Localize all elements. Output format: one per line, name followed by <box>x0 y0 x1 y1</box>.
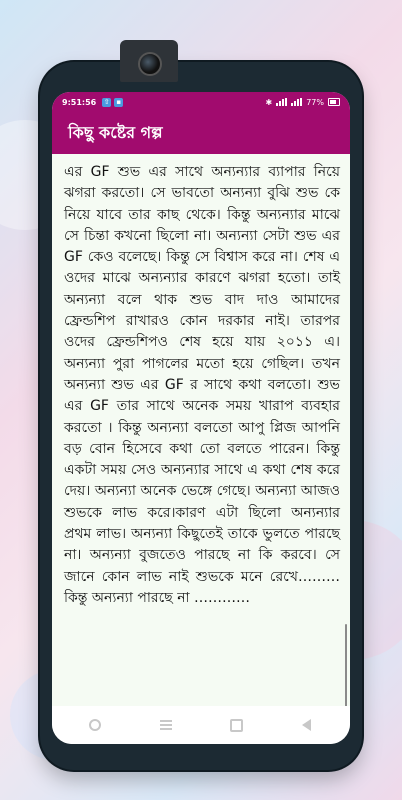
assistant-button[interactable] <box>88 718 102 732</box>
circle-icon <box>89 719 101 731</box>
status-right <box>266 98 340 107</box>
story-content[interactable] <box>52 154 350 706</box>
story-text: এর GF শুভ এর সাথে অন্যন্যার ব্যাপার নিয়ে ঝগরা করতো। সে ভাবতো অন্যন্যা বুঝি শুভ কে নিয়ে যাবে তার কাছ থেকে। কিন্তু অন্যন্যার মাঝে সে চিন্তা কখনো ছিলো না। অন্যন্যা সেটা শুভ এর GF কেও বলেছে। কিন্তু সে বিশ্বাস করে না। শেষ এ ওদের মাঝে অন্যন্যার কারণে ঝগরা হতো। তাই অন্যন্যা বলে থাক শুভ বাদ দাও আমাদের ফ্রেন্ডশিপ রাখারও কোন দরকার নাই। তারপর ওদের ফ্রেন্ডশিপও শেষ হয়ে যায় ২০১১ এ। অন্যন্যা পুরা পাগলের মতো হয়ে গেছিল। তখন অন্যন্যা শুভ এর GF র সাথে কথা বলতো। শুভ এর GF তার সাথে অনেক সময় খারাপ ব্যবহার করতো । কিন্তু অন্যন্যা বলতো আপু প্লিজ আপনি বড় বোন হিসেবে কথা তো বলতে পারেন। কিন্তু একটা সময় সেও অন্যন্যার সাথে এ কথা শেষ করে দেয়। অন্যন্যা অনেক ভেঙ্গে গেছে। অন্যন্যা আজও শুভকে লাভ করে।কারণ এটা ছিলো অন্যন্যার প্রথম লাভ। অন্যন্যা কিছুতেই তাকে ভুলতে পারছে না। অন্যন্যা বুজতেও পারছে না কি করবে। সে জানে কোন লাভ নাই শুভকে মনে রেখে……… কিন্তু অন্যন্যা পারছে না ………… <box>64 164 340 606</box>
app-title: কিছু কষ্টের গল্প <box>68 122 163 142</box>
phone-screen <box>52 92 350 744</box>
bluetooth-icon: ✱ <box>265 97 273 107</box>
battery-icon <box>328 98 340 106</box>
home-icon <box>230 719 243 732</box>
back-button[interactable] <box>300 718 314 732</box>
camera-lens-icon <box>138 52 162 76</box>
app-notification-icon: ▪ <box>114 98 123 107</box>
back-icon <box>302 719 311 731</box>
popup-camera <box>120 40 178 82</box>
signal-2-icon <box>291 98 302 106</box>
status-bar <box>52 92 350 112</box>
status-time: 9:51:56 <box>62 97 97 107</box>
home-button[interactable] <box>229 718 243 732</box>
menu-icon <box>160 720 172 730</box>
signal-icon <box>276 98 287 106</box>
menu-button[interactable] <box>159 718 173 732</box>
navigation-bar <box>52 706 350 744</box>
app-bar <box>52 112 350 154</box>
notification-icon: ⇧ <box>103 97 110 106</box>
battery-percent: 77% <box>306 97 324 107</box>
